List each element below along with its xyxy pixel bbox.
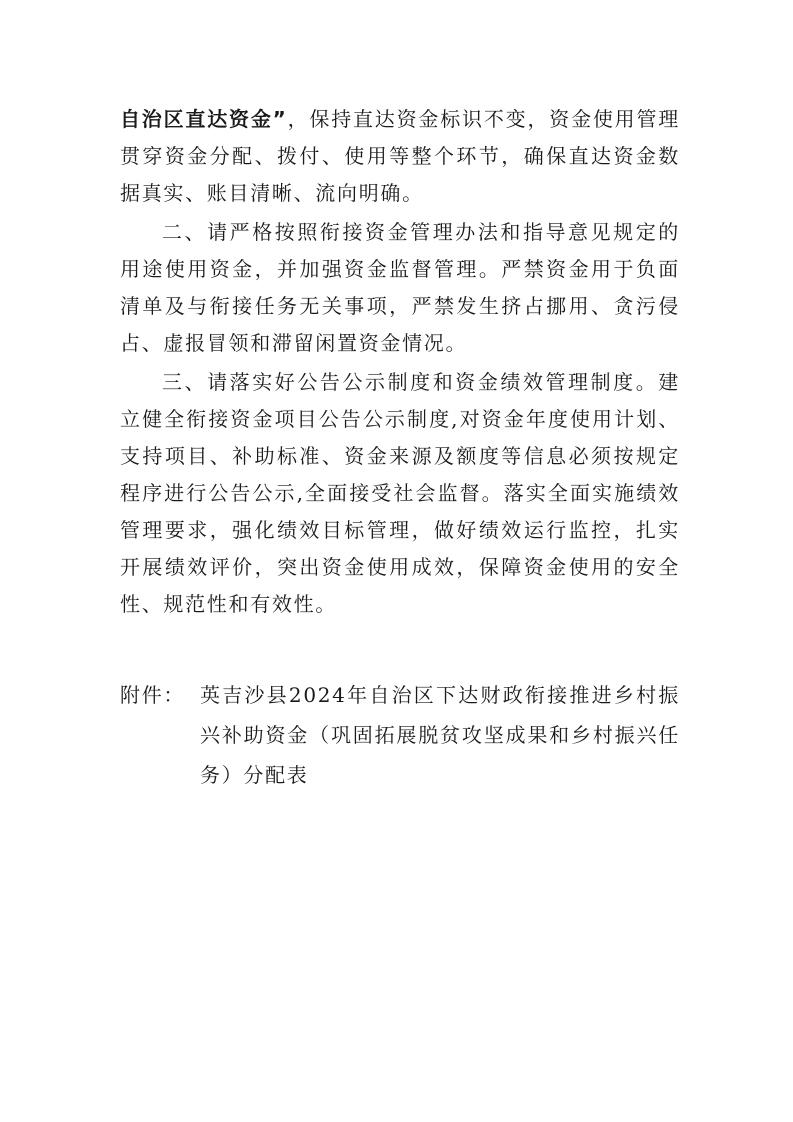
attachment-title: 英吉沙县2024年自治区下达财政衔接推进乡村振兴补助资金（巩固拓展脱贫攻坚成果和乡村振兴任务）分配表 <box>200 683 680 787</box>
paragraph-1-text: ，保持直达资金标识不变，资金使用管理贯穿资金分配、拨付、使用等整个环节，确保直达资金数据真实、账目清晰、流向明确。 <box>120 107 680 205</box>
attachment-label: 附件： <box>120 683 186 707</box>
paragraph-2: 二、请严格按照衔接资金管理办法和指导意见规定的用途使用资金，并加强资金监督管理。严禁资金用于负面清单及与衔接任务无关事项，严禁发生挤占挪用、贪污侵占、虚报冒领和滞留闲置资金情况。 <box>120 220 680 355</box>
paragraph-3: 三、请落实好公告公示制度和资金绩效管理制度。建立健全衔接资金项目公告公示制度,对资金年度使用计划、支持项目、补助标准、资金来源及额度等信息必须按规定程序进行公告公示,全面接受社会监督。落实全面实施绩效管理要求，强化绩效目标管理，做好绩效运行监控，扎实开展绩效评价，突出资金使用成效，保障资金使用的安全性、规范性和有效性。 <box>120 370 680 616</box>
paragraph-1-bold-lead: 自治区直达资金” <box>120 107 288 131</box>
paragraph-1 <box>120 101 680 212</box>
attachment-note <box>120 675 680 795</box>
